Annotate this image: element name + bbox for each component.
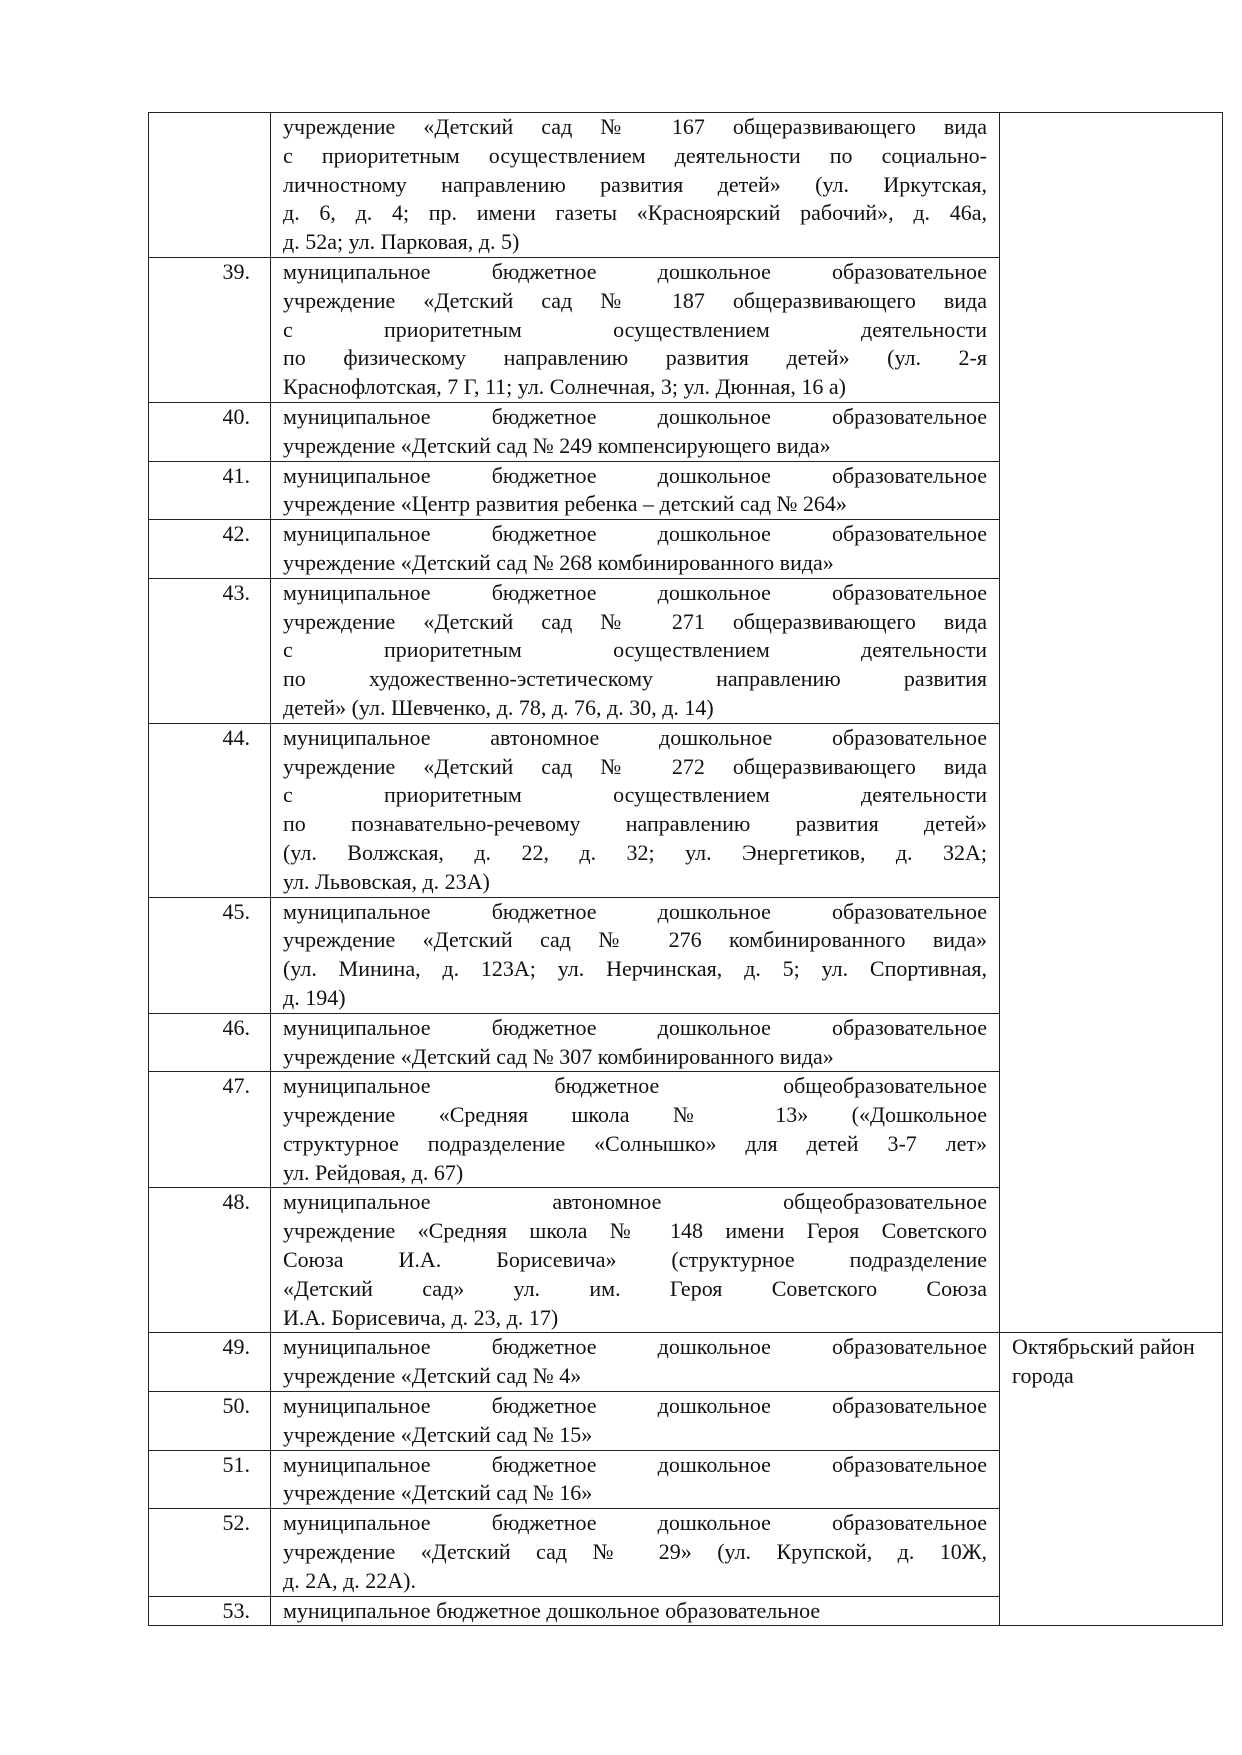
institution-text-line: муниципальное бюджетное общеобразовательное <box>283 1073 987 1099</box>
institutions-table <box>148 112 1223 1626</box>
institution-text-line: учреждение «Средняя школа № 13» («Дошкольное <box>283 1102 987 1128</box>
institution-description-cell <box>271 1450 1000 1509</box>
institution-text-line: учреждение «Детский сад № 271 общеразвивающего вида <box>283 608 987 634</box>
row-number: 49. <box>222 1334 250 1360</box>
institution-text-line: учреждение «Центр развития ребенка – детский сад № 264» <box>283 491 847 517</box>
institution-description-cell <box>271 1188 1000 1333</box>
institution-text-line: «Детский сад» ул. им. Героя Советского Союза <box>283 1275 987 1301</box>
institution-text-line: учреждение «Детский сад № 268 комбинированного вида» <box>283 549 834 575</box>
institution-text-line: по познавательно-речевому направлению развития детей» <box>283 811 987 837</box>
row-number-cell <box>149 1450 271 1509</box>
table-row <box>149 113 1223 258</box>
institution-text-line: муниципальное бюджетное дошкольное образовательное <box>283 1451 987 1477</box>
institution-description-cell <box>271 520 1000 579</box>
institution-description-cell <box>271 897 1000 1013</box>
institution-text-line: детей» (ул. Шевченко, д. 78, д. 76, д. 30, д. 14) <box>283 694 714 720</box>
institution-text-line: муниципальное бюджетное дошкольное образовательное <box>283 1334 987 1360</box>
institution-description-cell <box>271 1072 1000 1188</box>
institution-text-line: по художественно-эстетическому направлению развития <box>283 666 987 692</box>
table-body <box>149 113 1223 1626</box>
institution-text-line: (ул. Волжская, д. 22, д. 32; ул. Энергетиков, д. 32А; <box>283 839 987 865</box>
institution-text-line: учреждение «Детский сад № 4» <box>283 1363 582 1389</box>
institution-text-line: учреждение «Детский сад № 272 общеразвивающего вида <box>283 753 987 779</box>
institution-description-cell <box>271 461 1000 520</box>
institution-text-line: д. 6, д. 4; пр. имени газеты «Красноярский рабочий», д. 46а, <box>283 200 987 226</box>
row-number: 40. <box>222 403 250 429</box>
institution-text-line: Краснофлотская, 7 Г, 11; ул. Солнечная, 3; ул. Дюнная, 16 а) <box>283 374 846 400</box>
district-cell <box>1000 113 1223 1333</box>
institution-text-line: учреждение «Средняя школа № 148 имени Героя Советского <box>283 1218 987 1244</box>
institution-text-line: муниципальное бюджетное дошкольное образовательное <box>283 521 987 547</box>
institution-text-line: ул. Львовская, д. 23А) <box>283 868 490 894</box>
institution-text-line: муниципальное бюджетное дошкольное образовательное <box>283 403 987 429</box>
row-number: 45. <box>222 898 250 924</box>
institution-text-line: с приоритетным осуществлением деятельности по социально- <box>283 142 987 168</box>
institution-description-cell <box>271 1509 1000 1596</box>
institution-text-line: д. 2А, д. 22А). <box>283 1567 416 1593</box>
row-number: 44. <box>222 724 250 750</box>
row-number: 47. <box>222 1073 250 1099</box>
row-number: 51. <box>222 1451 250 1477</box>
institution-description-cell <box>271 1596 1000 1626</box>
institution-description-cell <box>271 1333 1000 1392</box>
institution-description-cell <box>271 723 1000 897</box>
institution-text-line: учреждение «Детский сад № 167 общеразвивающего вида <box>283 114 987 139</box>
institution-text-line: Союза И.А. Борисевича» (структурное подразделение <box>283 1247 987 1273</box>
row-number-cell <box>149 1509 271 1596</box>
institution-text-line: учреждение «Детский сад № 16» <box>283 1480 593 1506</box>
institution-description-cell <box>271 578 1000 723</box>
row-number-cell <box>149 723 271 897</box>
row-number-cell <box>149 897 271 1013</box>
row-number-cell <box>149 113 271 258</box>
institution-text-line: муниципальное бюджетное дошкольное образовательное <box>283 1597 821 1623</box>
institution-text-line: личностному направлению развития детей» (ул. Иркутская, <box>283 171 987 197</box>
institution-text-line: структурное подразделение «Солнышко» для детей 3-7 лет» <box>283 1130 987 1156</box>
institution-text-line: И.А. Борисевича, д. 23, д. 17) <box>283 1304 559 1330</box>
row-number-cell <box>149 1333 271 1392</box>
institution-text-line: по физическому направлению развития детей» (ул. 2-я <box>283 345 987 371</box>
institution-text-line: муниципальное бюджетное дошкольное образовательное <box>283 898 987 924</box>
institution-description-cell <box>271 1392 1000 1451</box>
institution-text-line: муниципальное бюджетное дошкольное образовательное <box>283 1510 987 1536</box>
row-number: 48. <box>222 1189 250 1215</box>
row-number: 39. <box>222 258 250 284</box>
institution-text-line: муниципальное бюджетное дошкольное образовательное <box>283 1393 987 1419</box>
row-number-cell <box>149 402 271 461</box>
row-number-cell <box>149 257 271 402</box>
row-number-cell <box>149 1072 271 1188</box>
row-number-cell <box>149 520 271 579</box>
institution-text-line: д. 194) <box>283 984 346 1010</box>
row-number: 46. <box>222 1014 250 1040</box>
institution-text-line: учреждение «Детский сад № 307 комбинированного вида» <box>283 1043 834 1069</box>
institution-text-line: с приоритетным осуществлением деятельности <box>283 637 987 663</box>
institution-description-cell <box>271 257 1000 402</box>
institution-description-cell <box>271 113 1000 258</box>
institution-text-line: муниципальное бюджетное дошкольное образовательное <box>283 462 987 488</box>
row-number: 43. <box>222 579 250 605</box>
institution-text-line: с приоритетным осуществлением деятельности <box>283 316 987 342</box>
row-number-cell <box>149 1013 271 1072</box>
institution-text-line: муниципальное автономное дошкольное образовательное <box>283 724 987 750</box>
row-number-cell <box>149 461 271 520</box>
institution-text-line: муниципальное бюджетное дошкольное образовательное <box>283 258 987 284</box>
institution-text-line: учреждение «Детский сад № 276 комбинированного вида» <box>283 927 987 953</box>
row-number: 41. <box>222 462 250 488</box>
institution-text-line: д. 52а; ул. Парковая, д. 5) <box>283 229 520 255</box>
institution-text-line: муниципальное бюджетное дошкольное образовательное <box>283 1014 987 1040</box>
row-number-cell <box>149 578 271 723</box>
table-row <box>149 1333 1223 1392</box>
institution-description-cell <box>271 402 1000 461</box>
row-number: 52. <box>222 1510 250 1536</box>
row-number: 42. <box>222 521 250 547</box>
row-number: 50. <box>222 1393 250 1419</box>
institution-text-line: учреждение «Детский сад № 249 компенсирующего вида» <box>283 432 831 458</box>
institution-text-line: муниципальное автономное общеобразовательное <box>283 1189 987 1215</box>
institution-text-line: с приоритетным осуществлением деятельности <box>283 782 987 808</box>
row-number-cell <box>149 1392 271 1451</box>
row-number-cell <box>149 1188 271 1333</box>
institution-text-line: учреждение «Детский сад № 29» (ул. Крупской, д. 10Ж, <box>283 1539 987 1565</box>
district-cell: Октябрьский район города <box>1000 1333 1223 1626</box>
row-number: 53. <box>222 1597 250 1623</box>
institution-text-line: (ул. Минина, д. 123А; ул. Нерчинская, д. 5; ул. Спортивная, <box>283 956 987 982</box>
row-number-cell <box>149 1596 271 1626</box>
institution-text-line: ул. Рейдовая, д. 67) <box>283 1159 464 1185</box>
institution-description-cell <box>271 1013 1000 1072</box>
institution-text-line: учреждение «Детский сад № 15» <box>283 1421 593 1447</box>
institution-text-line: учреждение «Детский сад № 187 общеразвивающего вида <box>283 287 987 313</box>
institution-text-line: муниципальное бюджетное дошкольное образовательное <box>283 579 987 605</box>
